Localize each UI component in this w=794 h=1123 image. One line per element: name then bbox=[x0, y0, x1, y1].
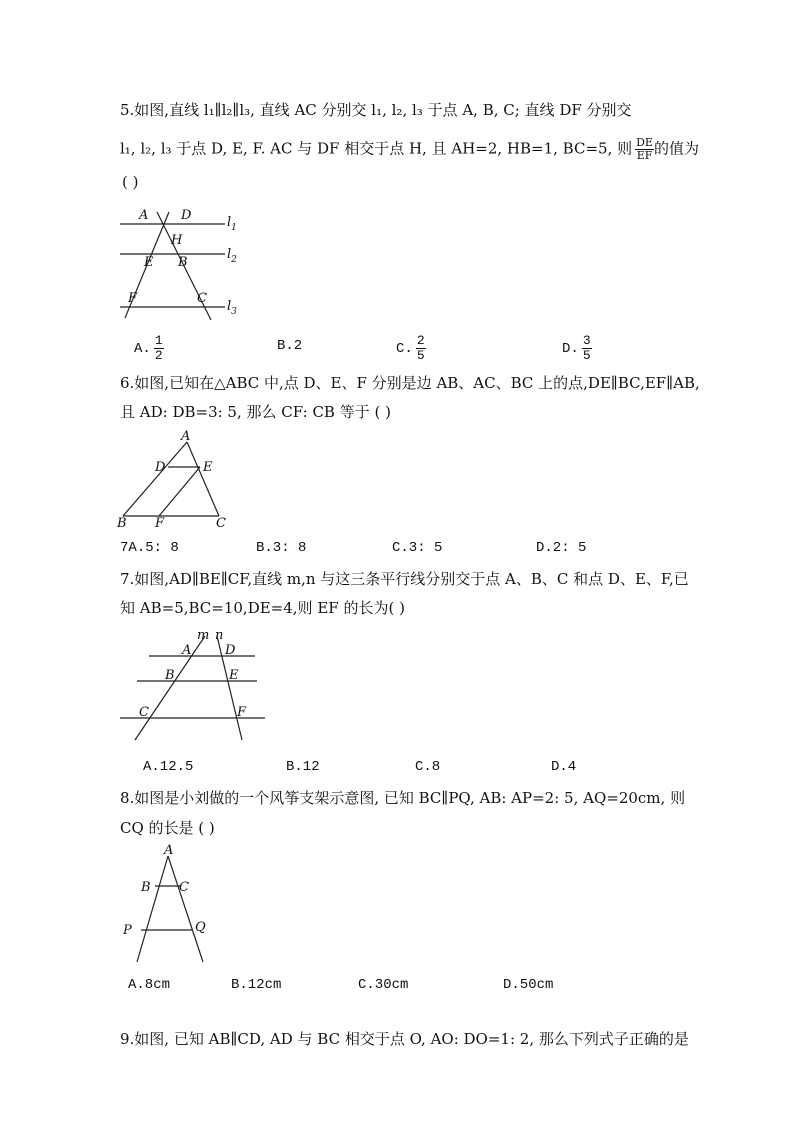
q7-option-b[interactable]: B.12 bbox=[286, 759, 320, 775]
q6-side-ac bbox=[187, 442, 219, 516]
q5-answer-paren: ( ) bbox=[122, 173, 139, 191]
q6-label-d: D bbox=[155, 460, 166, 475]
q8-label-c: C bbox=[179, 880, 189, 895]
q6-text-line1: 6.如图,已知在△ABC 中,点 D、E、F 分别是边 AB、AC、BC 上的点,DE∥BC,EF∥AB, bbox=[120, 374, 700, 392]
q6-label-c: C bbox=[216, 516, 226, 531]
q6-label-b: B bbox=[117, 516, 127, 531]
q5-option-a[interactable] bbox=[134, 334, 164, 363]
q7-text-line1: 7.如图,AD∥BE∥CF,直线 m,n 与这三条平行线分别交于点 A、B、C 和点 D、E、F,已 bbox=[120, 570, 689, 588]
q5-label-a: A bbox=[139, 208, 149, 223]
q7-line-m bbox=[135, 636, 205, 740]
q5-option-d-den: 5 bbox=[582, 348, 591, 363]
q5-option-c[interactable] bbox=[396, 334, 426, 363]
q7-label-c: C bbox=[139, 705, 149, 720]
q7-label-a: A bbox=[182, 643, 192, 658]
q5-option-d[interactable] bbox=[562, 334, 592, 363]
q5-label-l1: $l_1$ bbox=[227, 215, 237, 233]
q7-option-a[interactable]: A.12.5 bbox=[143, 759, 194, 775]
q9-text-line1: 9.如图, 已知 AB∥CD, AD 与 BC 相交于点 O, AO: DO=1: 2, 那么下列式子正确的是 bbox=[120, 1030, 689, 1048]
q5-option-a-fraction bbox=[154, 334, 164, 363]
q8-frame-left bbox=[137, 856, 168, 962]
q8-option-a[interactable]: A.8cm bbox=[128, 977, 171, 993]
q5-label-l2: $l_2$ bbox=[227, 247, 237, 265]
q8-frame-right bbox=[168, 856, 203, 962]
q5-label-l3: $l_3$ bbox=[227, 299, 237, 317]
q7-figure bbox=[115, 628, 275, 743]
q7-label-n: n bbox=[215, 628, 224, 643]
q8-option-b[interactable]: B.12cm bbox=[231, 977, 282, 993]
q8-label-q: Q bbox=[195, 920, 206, 935]
q7-label-b: B bbox=[165, 668, 175, 683]
q5-option-d-prefix: D. bbox=[562, 341, 579, 358]
q8-text-line1: 8.如图是小刘做的一个风筝支架示意图, 已知 BC∥PQ, AB: AP=2: 5, AQ=20cm, 则 bbox=[120, 789, 686, 807]
q8-label-b: B bbox=[141, 880, 151, 895]
q7-label-m: m bbox=[197, 628, 210, 643]
q5-option-a-den: 2 bbox=[154, 348, 163, 363]
q8-text-line2: CQ 的长是 ( ) bbox=[120, 819, 215, 837]
q7-label-d: D bbox=[225, 643, 236, 658]
q8-figure bbox=[115, 842, 215, 967]
q6-option-d[interactable]: D.2: 5 bbox=[536, 540, 587, 556]
q6-label-f: F bbox=[155, 516, 165, 531]
q6-text-line2: 且 AD: DB=3: 5, 那么 CF: CB 等于 ( ) bbox=[120, 403, 391, 421]
q8-label-a: A bbox=[164, 843, 174, 858]
q5-option-a-prefix: A. bbox=[134, 341, 151, 358]
q6-option-a[interactable]: 7A.5: 8 bbox=[120, 540, 179, 556]
q7-label-e: E bbox=[229, 668, 239, 683]
q8-option-c[interactable]: C.30cm bbox=[358, 977, 409, 993]
q5-text-line2b: 的值为 bbox=[653, 139, 699, 158]
q6-figure bbox=[115, 430, 240, 530]
q5-option-b[interactable]: B.2 bbox=[277, 338, 303, 354]
q5-option-c-fraction bbox=[416, 334, 426, 363]
q5-option-c-num: 2 bbox=[416, 333, 425, 348]
q6-option-c[interactable]: C.3: 5 bbox=[392, 540, 443, 556]
q5-label-e: E bbox=[144, 255, 154, 270]
q5-label-b: B bbox=[178, 255, 188, 270]
q5-option-d-num: 3 bbox=[582, 333, 591, 348]
q7-option-c[interactable]: C.8 bbox=[415, 759, 441, 775]
q5-text-line2 bbox=[120, 137, 699, 162]
q5-option-a-num: 1 bbox=[154, 333, 163, 348]
q7-option-d[interactable]: D.4 bbox=[551, 759, 577, 775]
q6-label-e: E bbox=[203, 460, 213, 475]
q5-label-f: F bbox=[128, 291, 138, 306]
q5-label-c: C bbox=[197, 291, 207, 306]
q5-label-h: H bbox=[171, 233, 183, 248]
q5-fraction-de-ef bbox=[635, 137, 654, 162]
q8-option-d[interactable]: D.50cm bbox=[503, 977, 554, 993]
q5-option-c-prefix: C. bbox=[396, 341, 413, 358]
q7-text-line2: 知 AB=5,BC=10,DE=4,则 EF 的长为( ) bbox=[120, 599, 405, 617]
q6-label-a: A bbox=[181, 429, 191, 444]
q6-option-b[interactable]: B.3: 8 bbox=[256, 540, 307, 556]
q8-label-p: P bbox=[123, 923, 132, 938]
q5-text-line2a: l₁, l₂, l₃ 于点 D, E, F. AC 与 DF 相交于点 H, 且 AH=2, HB=1, BC=5, 则 bbox=[120, 139, 633, 158]
q5-label-d: D bbox=[181, 208, 192, 223]
q7-label-f: F bbox=[237, 705, 247, 720]
q6-side-ab bbox=[123, 442, 187, 516]
q5-frac-num: DE bbox=[636, 136, 653, 149]
q5-figure bbox=[115, 198, 245, 323]
q5-option-c-den: 5 bbox=[416, 348, 425, 363]
q5-frac-den: EF bbox=[636, 149, 653, 162]
q5-text-line1: 5.如图,直线 l₁∥l₂∥l₃, 直线 AC 分别交 l₁, l₂, l₃ 于点 A, B, C; 直线 DF 分别交 bbox=[120, 101, 632, 119]
q5-option-d-fraction bbox=[582, 334, 592, 363]
